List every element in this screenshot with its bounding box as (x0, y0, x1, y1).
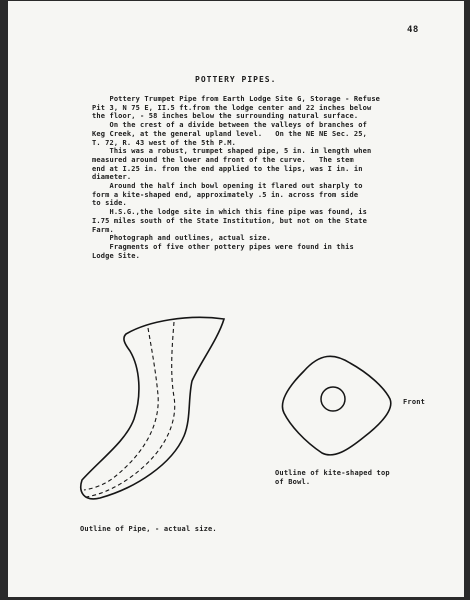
page-title: POTTERY PIPES. (195, 75, 277, 84)
kite-bowl-outline (282, 356, 390, 455)
page-number: 48 (407, 25, 419, 35)
bowl-opening (321, 387, 345, 411)
kite-caption: Outline of kite-shaped top of Bowl. (275, 469, 390, 486)
pipe-outline (81, 317, 224, 499)
front-label: Front (403, 398, 426, 406)
pipe-bore-line-lower (86, 322, 175, 497)
body-text: Pottery Trumpet Pipe from Earth Lodge Site G, Storage - Refuse Pit 3, N 75 E, II.5 ft.from the lodge center and 22 inches below the floor, - 58 inches below the surrounding natural surface. On the crest of a divide between the valleys of branches of Keg Creek, at the general upland level. On the NE NE Sec. 25, T. 72, R. 43 west of the 5th P.M. This was a robust, trumpet shaped pipe, 5 in. in length when measured around the lower and front of the curve. The stem end at I.25 in. from the end applied to the lips, was I in. in diameter. Around the half inch bowl opening it flared out sharply to form a kite-shaped end, approximately .5 in. across from side to side. H.S.G.,the lodge site in which this fine pipe was found, is I.75 miles south of the State Institution, but not on the State Farm. Photograph and outlines, actual size. Fragments of five other pottery pipes were found in this Lodge Site. (92, 95, 381, 260)
pipe-caption: Outline of Pipe, - actual size. (80, 525, 217, 533)
pipe-drawings (8, 1, 470, 601)
